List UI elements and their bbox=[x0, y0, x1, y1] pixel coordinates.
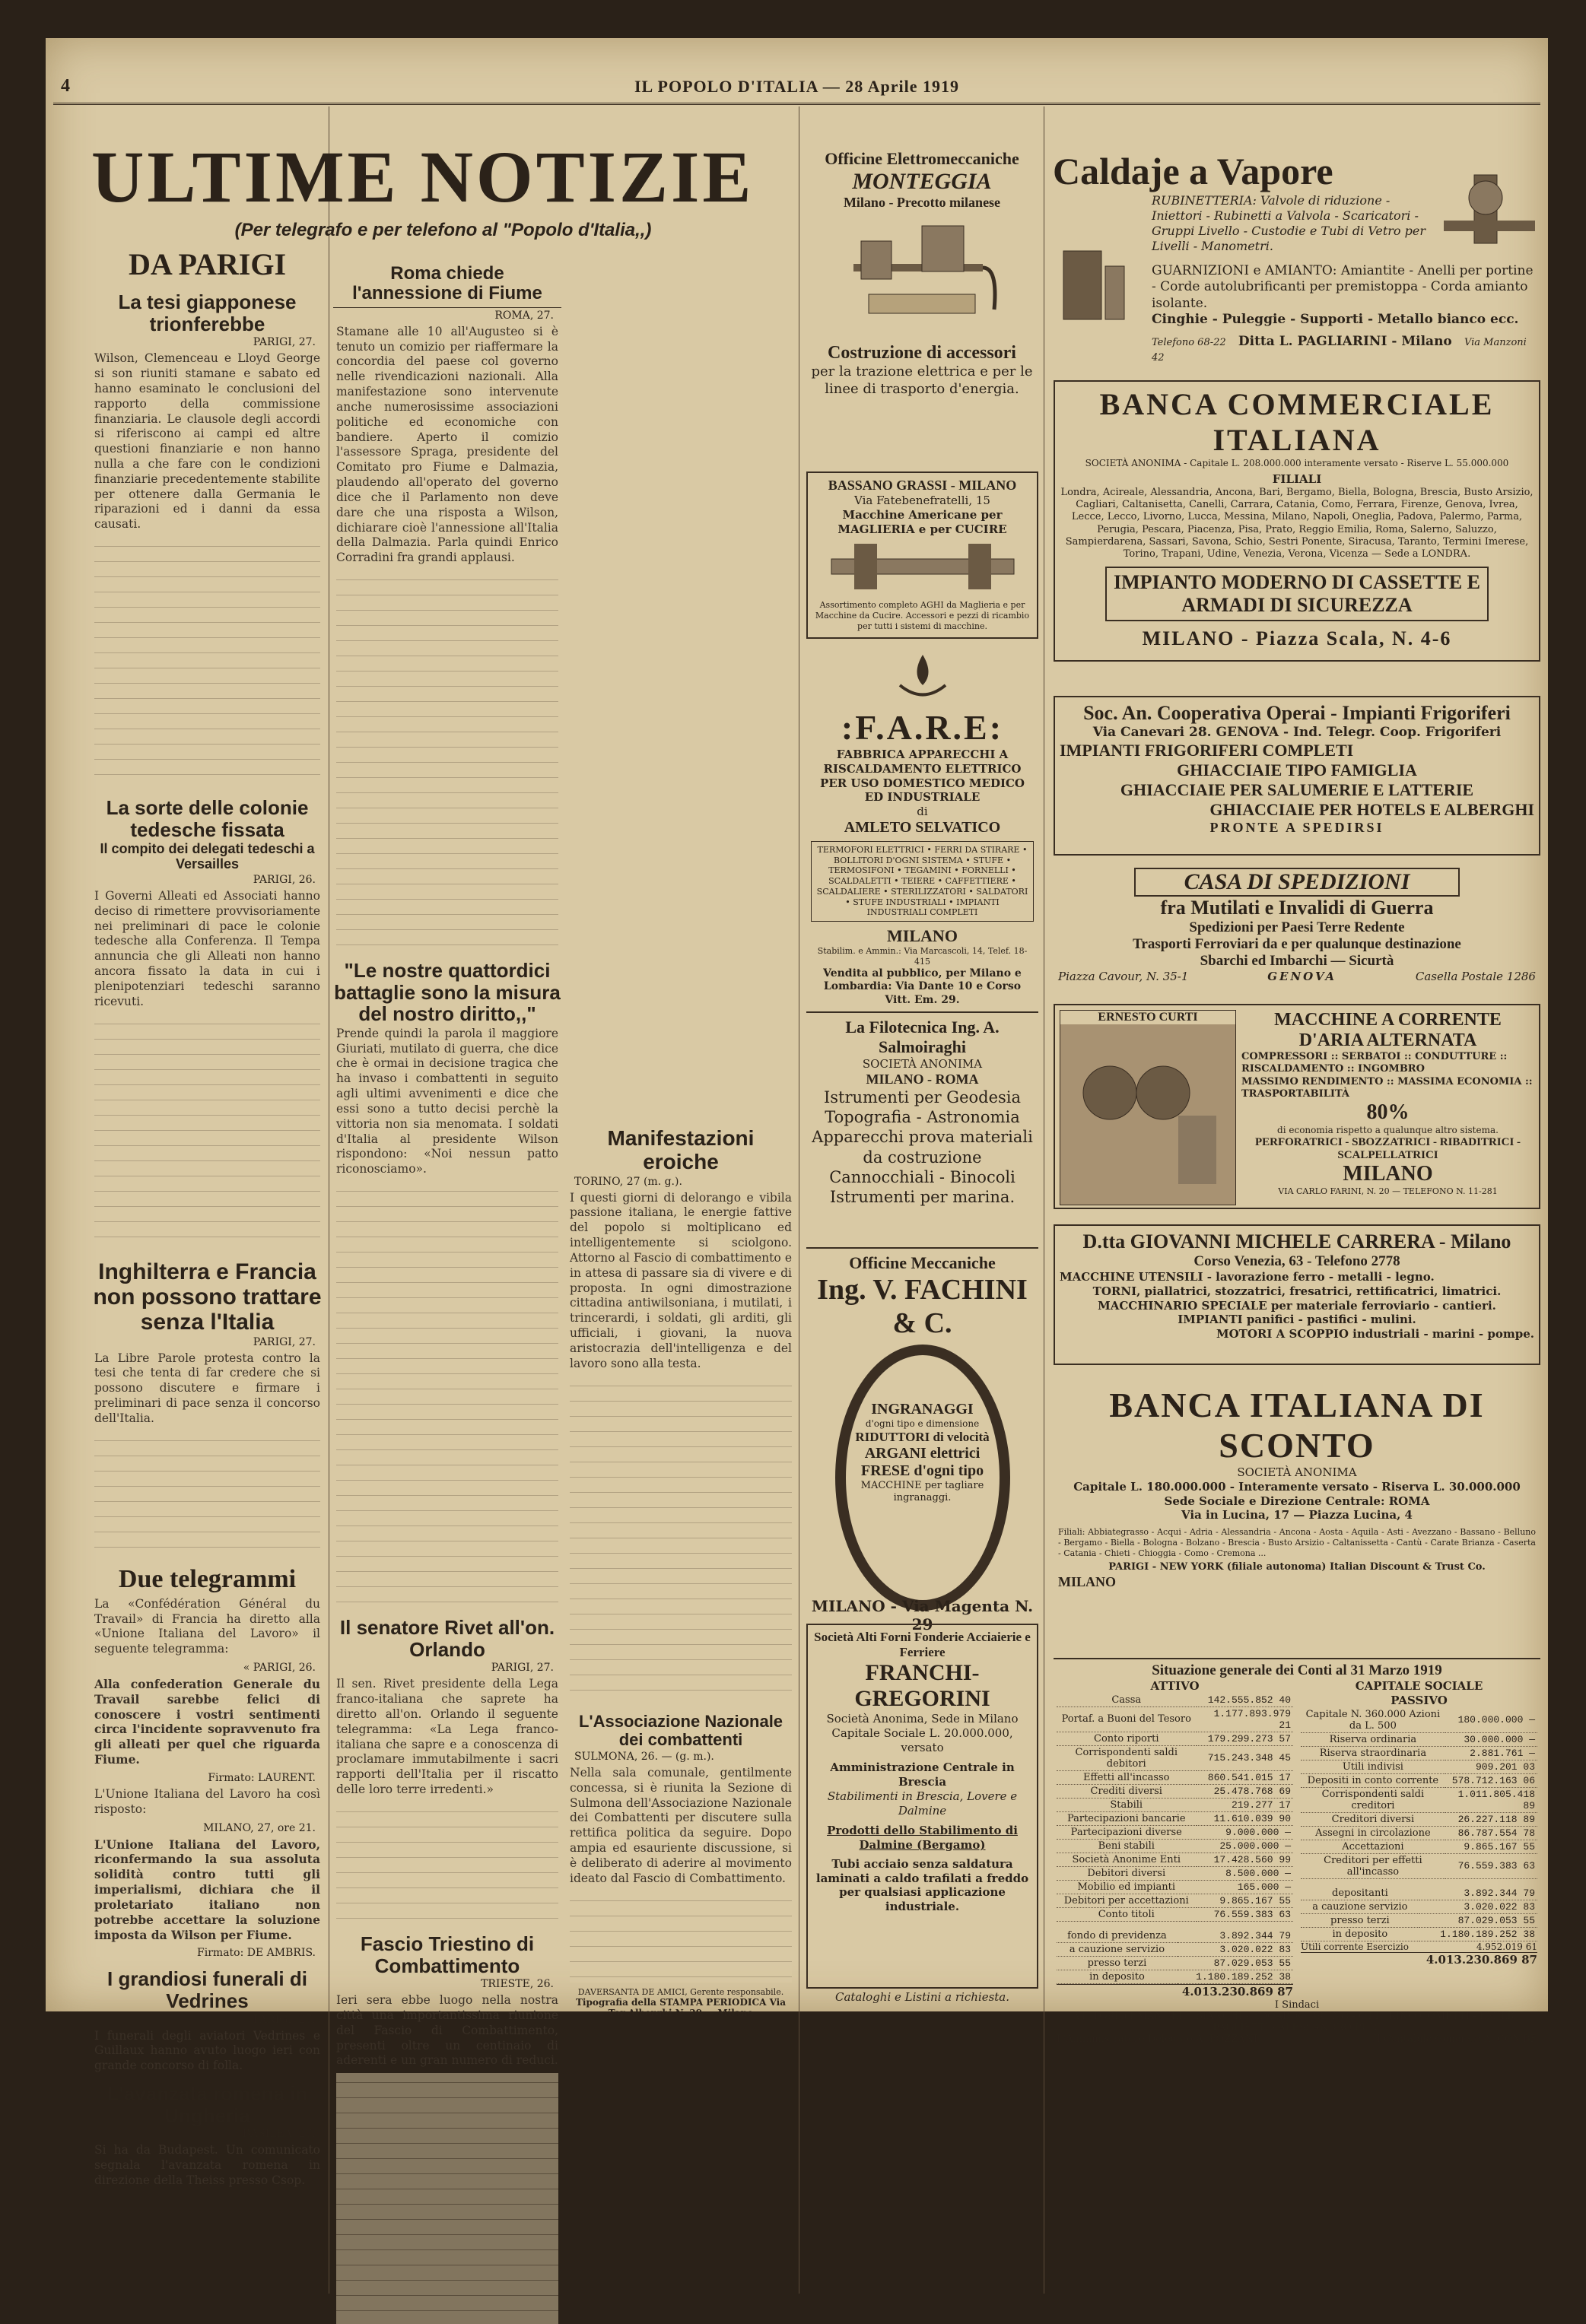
ad-address: Stabilim. e Ammin.: Via Marcascoli, 14, Telef. 18-415 bbox=[817, 946, 1028, 967]
row-value: 8.500.000 — bbox=[1197, 1866, 1293, 1880]
ad-banca-sconto bbox=[1054, 1380, 1540, 1684]
ad-city: MILANO bbox=[1058, 1573, 1116, 1589]
statement-row bbox=[1057, 1839, 1293, 1853]
ad-text: d'ogni tipo e dimensione bbox=[865, 1418, 980, 1429]
row-label: in deposito bbox=[1057, 1970, 1178, 1983]
ad-bank-name: BANCA ITALIANA DI SCONTO bbox=[1109, 1386, 1485, 1465]
ad-text: MACCHINARIO SPECIALE per materiale ferroviario - cantieri. bbox=[1098, 1298, 1496, 1313]
ad-heading: Società Alti Forni Fonderie Acciaierie e Ferriere bbox=[814, 1630, 1031, 1659]
ad-text: 80% bbox=[1366, 1100, 1410, 1124]
ad-company: Soc. An. Cooperativa Operai - Impianti Frigoriferi bbox=[1083, 702, 1511, 724]
ad-text: PARIGI - NEW YORK (filiale autonoma) Italian Discount & Trust Co. bbox=[1108, 1561, 1486, 1573]
ad-company: Ing. V. FACHINI & C. bbox=[817, 1274, 1028, 1339]
article-subtitle: Il compito dei delegati tedeschi a Versailles bbox=[100, 841, 315, 872]
row-label: Mobilio ed impianti bbox=[1057, 1880, 1197, 1894]
article-body: Ieri sera ebbe luogo nella nostra città una importantissima riunione del Fascio di Combattimento, presenti oltre un centinaio di aderenti e un gran numero di reduci. bbox=[336, 1993, 558, 2068]
statement-row bbox=[1057, 1929, 1293, 1943]
dateline: ROMA, 27. bbox=[494, 309, 554, 322]
row-label: Corrispondenti saldi creditori bbox=[1301, 1787, 1445, 1812]
ad-owner: AMLETO SELVATICO bbox=[844, 818, 1001, 836]
row-label: Effetti all'incasso bbox=[1057, 1770, 1197, 1784]
article-title: La tesi giapponese trionferebbe bbox=[118, 290, 297, 335]
article-title: I grandiosi funerali di Vedrines bbox=[107, 1967, 307, 2012]
column-3 bbox=[567, 1118, 795, 2018]
article-body: Il sen. Rivet presidente della Lega franco-italiana che saprete ha diretto all'on. Orlando il seguente telegramma: «La Lega franco-italiana che sapre e a conoscenza di proclamare immutabilmente i sacri rapporti dell'Italia per il riscatto delle loro terre irredenti.» bbox=[336, 1677, 558, 1797]
boiler-illustration bbox=[1048, 243, 1139, 327]
row-label: Conto titoli bbox=[1057, 1907, 1197, 1921]
statement-row bbox=[1301, 1900, 1537, 1913]
article-title: "Le nostre quattordici battaglie sono la misura del nostro diritto,," bbox=[334, 959, 561, 1026]
ad-text: Capitale Sociale L. 20.000.000, versato bbox=[831, 1726, 1013, 1754]
ad-text: MASSIMO RENDIMENTO :: MASSIMA ECONOMIA :: TRASPORTABILITÀ bbox=[1241, 1075, 1533, 1100]
article-title: Inghilterra e Francia non possono trattare senza l'Italia bbox=[93, 1259, 322, 1335]
statement-row bbox=[1301, 1927, 1537, 1941]
dateline: « PARIGI, 26. bbox=[243, 1661, 316, 1674]
row-label: Creditori diversi bbox=[1301, 1812, 1445, 1826]
row-label: Partecipazioni bancarie bbox=[1057, 1811, 1197, 1825]
ad-text: SOCIETÀ ANONIMA bbox=[862, 1057, 983, 1071]
row-value: 1.011.805.418 89 bbox=[1445, 1787, 1537, 1812]
ad-bank-name: BANCA COMMERCIALE ITALIANA bbox=[1099, 387, 1495, 457]
row-value: 9.000.000 — bbox=[1197, 1825, 1293, 1839]
ad-text: COMPRESSORI :: SERBATOI :: CONDUTTURE :: RISCALDAMENTO :: INGOMBRO bbox=[1241, 1051, 1508, 1075]
row-label: Cassa bbox=[1057, 1694, 1197, 1707]
row-label: a cauzione servizio bbox=[1301, 1900, 1419, 1913]
ad-text: per la trazione elettrica e per le linee di trasporto d'energia. bbox=[811, 364, 1033, 397]
ad-text: INGRANAGGI bbox=[871, 1401, 974, 1418]
row-label: presso terzi bbox=[1057, 1956, 1178, 1970]
row-label: Debitori per accettazioni bbox=[1057, 1894, 1197, 1907]
ad-company: Ditta L. PAGLIARINI - Milano bbox=[1238, 334, 1452, 349]
page-number: 4 bbox=[61, 76, 71, 96]
row-value: 578.712.163 06 bbox=[1445, 1773, 1537, 1787]
ad-address: MILANO - Piazza Scala, N. 4-6 bbox=[1142, 627, 1452, 650]
compressor-illustration bbox=[1060, 1010, 1236, 1205]
ad-text: Sbarchi ed Imbarchi — Sicurtà bbox=[1200, 953, 1394, 969]
article-body-filler bbox=[570, 1376, 792, 1703]
ad-text: Macchine Americane per MAGLIERIA e per CUCIRE bbox=[837, 507, 1007, 536]
ad-address: Corso Venezia, 63 - Telefono 2778 bbox=[1193, 1253, 1400, 1269]
article-title: Due telegrammi bbox=[118, 1564, 297, 1593]
ad-text: MOTORI A SCOPPIO industriali - marini - pompe. bbox=[1216, 1327, 1534, 1341]
ad-text: Cinghie - Puleggie - Supporti - Metallo bianco ecc. bbox=[1152, 311, 1519, 327]
article-body: Wilson, Clemenceau e Lloyd George si son riuniti stamane e sabato ed hanno esaminato le conclusioni del rapporto della commissione finanziaria. Le clausole degli accordi si riferiscono ai campi ed altre questioni finanziarie e non hanno nulla a che fare con le condizioni finanziarie precedentemente stabilite per ottenere dalla Germania le riparazioni ed i danni da essa causati. bbox=[94, 351, 320, 532]
statement-row bbox=[1301, 1826, 1537, 1840]
article-body: Si ha da Budapest. Un comunicato segnala l'avanzata romena in direzione della Theiss presso Csop. bbox=[94, 2143, 320, 2187]
dateline: TRIESTE, 26. bbox=[481, 1978, 554, 1991]
article-body: La Libre Parole protesta contro la tesi che tenta di far credere che si possono discutere e firmare i preliminari di pace senza il concorso dell'Italia. bbox=[94, 1351, 320, 1425]
signature: L'Amministratore Delegato A. POZZANI bbox=[1057, 2033, 1258, 2045]
row-label: Corrispondenti saldi debitori bbox=[1057, 1745, 1197, 1770]
ad-text: di bbox=[917, 805, 928, 818]
statement-row bbox=[1301, 1732, 1537, 1746]
ad-text: TORNI, piallatrici, stozzatrici, fresatrici, rettificatrici, limatrici. bbox=[1092, 1284, 1502, 1298]
ad-branches: Londra, Acireale, Alessandria, Ancona, Bari, Bergamo, Biella, Bologna, Brescia, Busto Arsizio, Cagliari, Caltanisetta, Canelli, Carrara, Catania, Como, Ferrara, Firenze, Genova, Ivrea, Lecce, Lecco, Livorno, Lucca, Messina, Milano, Napoli, Oneglia, Padova, Palermo, Parma, Perugia, Pescara, Piacenza, Pisa, Prato, Reggio Emilia, Roma, Salerno, Saluzzo, Sampierdarena, Sassari, Savona, Schio, Sestri Ponente, Siracusa, Taranto, Termini Imerese, Torino, Trapani, Udine, Venezia, Verona, Vicenza — Sede a LONDRA. bbox=[1060, 486, 1534, 560]
ad-company: La Filotecnica Ing. A. Salmoiraghi bbox=[845, 1018, 1000, 1056]
row-value: 142.555.852 40 bbox=[1197, 1694, 1293, 1707]
ad-address: Casella Postale 1286 bbox=[1415, 970, 1536, 983]
ad-text: Cataloghi e Listini a richiesta. bbox=[834, 1989, 1010, 2004]
statement-row bbox=[1057, 1798, 1293, 1811]
row-label: depositanti bbox=[1301, 1887, 1419, 1900]
ad-address: VIA CARLO FARINI, N. 20 — TELEFONO N. 11-281 bbox=[1278, 1186, 1498, 1196]
ad-address: Vendita al pubblico, per Milano e Lombardia: Via Dante 10 e Corso Vitt. Em. 29. bbox=[823, 967, 1022, 1006]
dateline: PARIGI, 27. bbox=[253, 2013, 316, 2026]
article-body-filler bbox=[336, 1802, 558, 1924]
headline-subtitle: (Per telegrafo e per telefono al "Popolo d'Italia,,) bbox=[234, 220, 652, 240]
ad-text: Tubi acciaio senza saldatura laminati a caldo trafilati a freddo per qualsiasi applicazione industriale. bbox=[815, 1856, 1029, 1913]
article-body: I funerali degli aviatori Vedrines e Guillaux hanno avuto luogo ieri con grande concorso di folla. bbox=[94, 2028, 320, 2073]
auditors-names: VITTORIO EMANUELE BIANCHI - EDOARDO BRUNO - OTTORINO COMETTI - EMILIO PAGLIETTI - ALESSANDRO PURI bbox=[1074, 2010, 1520, 2034]
row-label: Riserva ordinaria bbox=[1301, 1732, 1445, 1746]
valve-illustration bbox=[1444, 167, 1535, 251]
statement-row bbox=[1057, 1784, 1293, 1798]
ad-address: Via Manzoni 42 bbox=[1152, 337, 1527, 364]
row-value: 3.020.022 83 bbox=[1178, 1942, 1293, 1956]
article-body-filler bbox=[336, 2073, 558, 2324]
liabilities-table bbox=[1301, 1708, 1537, 1879]
statement-row bbox=[1057, 1956, 1293, 1970]
article-title: La sorte delle colonie tedesche fissata bbox=[106, 796, 309, 841]
statement-row bbox=[1057, 1894, 1293, 1907]
statement-row bbox=[1301, 1773, 1537, 1787]
row-label: presso terzi bbox=[1301, 1913, 1419, 1927]
article-title: L'avanzata romena in Ungheria bbox=[106, 2082, 308, 2127]
statement-row bbox=[1057, 1732, 1293, 1745]
section-title: DA PARIGI bbox=[128, 247, 287, 281]
ad-text: Istrumenti per marina. bbox=[829, 1188, 1015, 1206]
dateline: MILANO, 27, ore 21. bbox=[203, 1821, 316, 1834]
article-body: I Governi Alleati ed Associati hanno deciso di rimettere provvisoriamente nei preliminari di pace le colonie tedesche alla Conferenza. Il Tempa annuncia che gli Alleati non hanno ancora fissato la data in cui i plenipotenziari tedeschi saranno ricevuti. bbox=[94, 888, 320, 1008]
article-body: I questi giorni di delorango e vibila passione italiana, le energie fattive del popolo si moltiplicano ed intelligentemente si sciolgono. Attorno al Fascio di combattimento e in attesa di passare sia di vivere e di proposta. In ogni dimostrazione cittadina antiwilsoniana, i mutilati, i trincerardi, i soldati, gli arditi, gli ufficiali, i giovani, la nuova aristocrazia dell'intelligenza e del lavoro sono alla testa. bbox=[570, 1190, 792, 1370]
statement-row bbox=[1057, 1880, 1293, 1894]
article-title: Manifestazioni eroiche bbox=[607, 1126, 755, 1173]
row-label: Stabili bbox=[1057, 1798, 1197, 1811]
knitting-machine-illustration bbox=[824, 536, 1022, 597]
ad-text: di economia rispetto a qualunque altro sistema. bbox=[1277, 1125, 1499, 1135]
row-value: 165.000 — bbox=[1197, 1880, 1293, 1894]
ad-text: Apparecchi prova materiali da costruzione bbox=[812, 1128, 1033, 1167]
row-value: 86.787.554 78 bbox=[1445, 1826, 1537, 1840]
statement-row bbox=[1057, 1970, 1293, 1983]
row-value: 3.892.344 79 bbox=[1419, 1887, 1537, 1900]
ad-ernesto-curti bbox=[1054, 1004, 1540, 1209]
column-2 bbox=[333, 255, 561, 2068]
row-label: Accettazioni bbox=[1301, 1840, 1445, 1853]
ad-text: IMPIANTI panifici - pastifici - mulini. bbox=[1178, 1313, 1416, 1327]
row-label: Conto riporti bbox=[1057, 1732, 1197, 1745]
row-label: Riserva straordinaria bbox=[1301, 1746, 1445, 1760]
ad-city: MILANO bbox=[1343, 1162, 1433, 1186]
row-value: 25.478.768 69 bbox=[1197, 1784, 1293, 1798]
telegram-text: Alla confederation Generale du Travail sarebbe felici di conoscere i vostri sentimenti circa l'incidente sopravvenuto fra gli alleati per quel che riguarda Fiume. bbox=[94, 1676, 320, 1767]
ad-city: GENOVA bbox=[1267, 970, 1337, 983]
article-title: Fascio Triestino di Combattimento bbox=[360, 1932, 535, 1977]
ad-address: Piazza Cavour, N. 35-1 bbox=[1058, 970, 1189, 983]
profit-label: Utili corrente Esercizio bbox=[1301, 1941, 1409, 1952]
row-label: Società Anonime Enti bbox=[1057, 1853, 1197, 1866]
article-body: La «Confédération Général du Travail» di Francia ha diretto alla «Unione Italiana del Lavoro» il seguente telegramma: bbox=[94, 1596, 320, 1656]
ad-text: SOCIETÀ ANONIMA bbox=[1237, 1465, 1357, 1479]
row-label: a cauzione servizio bbox=[1057, 1942, 1178, 1956]
ad-text: SOCIETÀ ANONIMA - Capitale L. 208.000.000 interamente versato - Riserve L. 55.000.000 bbox=[1085, 458, 1509, 468]
statement-row bbox=[1057, 1770, 1293, 1784]
row-label: in deposito bbox=[1301, 1927, 1419, 1941]
ad-text: Capitale L. 180.000.000 - Interamente versato - Riserva L. 30.000.000 bbox=[1073, 1479, 1521, 1494]
ad-heading: Officine Elettromeccaniche bbox=[825, 149, 1019, 168]
statement-row bbox=[1057, 1706, 1293, 1732]
ad-bassano-grassi bbox=[806, 471, 1038, 639]
ad-heading: Costruzione di accessori bbox=[828, 343, 1016, 363]
row-label: fondo di previdenza bbox=[1057, 1929, 1178, 1943]
statement-row bbox=[1057, 1942, 1293, 1956]
row-value: 3.020.022 83 bbox=[1419, 1900, 1537, 1913]
statement-row bbox=[1301, 1760, 1537, 1773]
dateline: PARIGI, 27. bbox=[491, 1662, 554, 1675]
ad-text: Stabilimenti in Brescia, Lovere e Dalmine bbox=[827, 1789, 1018, 1818]
row-value: 2.881.761 — bbox=[1445, 1746, 1537, 1760]
ad-text: fra Mutilati e Invalidi di Guerra bbox=[1160, 897, 1434, 919]
article-body: Prende quindi la parola il maggiore Giuriati, mutilato di guerra, che dice che è ormai in decisione tragica che ha invaso i combattenti in seguito agli ultimi avvenimenti e dice che essi sono a tutto decisi perchè la vittoria non sia menomata. I soldati d'Italia al presidente Wilson rispondono: «Noi nessun patto riconosciamo». bbox=[336, 1026, 558, 1176]
ad-text: ARGANI elettrici bbox=[864, 1445, 981, 1462]
ad-text: Prodotti dello Stabilimento di Dalmine (Bergamo) bbox=[827, 1824, 1018, 1852]
assets-table bbox=[1057, 1694, 1293, 1922]
ad-text: Amministrazione Centrale in Brescia bbox=[830, 1760, 1015, 1789]
ad-address: Via in Lucina, 17 — Piazza Lucina, 4 bbox=[1181, 1508, 1413, 1522]
statement-heading: CAPITALE SOCIALE bbox=[1355, 1679, 1483, 1693]
newspaper-title: IL POPOLO D'ITALIA — 28 Aprile 1919 bbox=[634, 77, 959, 96]
article-title: Roma chiede l'annessione di Fiume bbox=[333, 264, 561, 308]
row-value: 1.180.189.252 38 bbox=[1419, 1927, 1537, 1941]
ad-text: GHIACCIAIE TIPO FAMIGLIA bbox=[1177, 760, 1417, 780]
ad-franchi-gregorini bbox=[806, 1624, 1038, 2004]
ad-city: MILANO bbox=[887, 926, 958, 945]
row-label: Debitori diversi bbox=[1057, 1866, 1197, 1880]
statement-row bbox=[1301, 1746, 1537, 1760]
row-value: 30.000.000 — bbox=[1445, 1732, 1537, 1746]
ad-text: FILIALI bbox=[1272, 472, 1322, 486]
ad-address: Milano - Precotto milanese bbox=[843, 195, 1001, 210]
masthead bbox=[53, 72, 1540, 105]
ad-address: Via Fatebenefratelli, 15 bbox=[854, 494, 990, 507]
ad-text: Società Anonima, Sede in Milano bbox=[826, 1712, 1019, 1726]
ad-text: Assortimento completo AGHI da Maglieria e per Macchine da Cucire. Accessori e pezzi di ricambio per tutti i sistemi di macchine. bbox=[815, 600, 1030, 631]
row-value: 76.559.383 63 bbox=[1197, 1907, 1293, 1921]
row-value: 17.428.560 99 bbox=[1197, 1853, 1293, 1866]
statement-row bbox=[1057, 1866, 1293, 1880]
printer-credit: DAVERSANTA DE AMICI, Gerente responsabile. bbox=[577, 1986, 784, 1997]
article-title: L'Associazione Nazionale dei combattenti bbox=[578, 1711, 783, 1749]
row-value: 860.541.015 17 bbox=[1197, 1770, 1293, 1784]
balance-statement bbox=[1054, 1658, 1540, 2045]
ad-address: MILANO - Via Magenta N. 29 bbox=[811, 1597, 1034, 1633]
ad-company: ERNESTO CURTI bbox=[1060, 1011, 1235, 1024]
row-value: 76.559.383 63 bbox=[1445, 1853, 1537, 1878]
row-value: 87.029.053 55 bbox=[1419, 1913, 1537, 1927]
row-value: 87.029.053 55 bbox=[1178, 1956, 1293, 1970]
signature: Il Contabile Generale A. COMBE bbox=[1373, 2033, 1537, 2045]
row-value: 909.201 03 bbox=[1445, 1760, 1537, 1773]
row-label: Crediti diversi bbox=[1057, 1784, 1197, 1798]
ad-text: Sede Sociale e Direzione Centrale: ROMA bbox=[1164, 1494, 1430, 1508]
assets-total: 4.013.230.869 87 bbox=[1057, 1984, 1293, 1999]
ad-carrera bbox=[1054, 1224, 1540, 1365]
ad-company: CASA DI SPEDIZIONI bbox=[1134, 868, 1460, 897]
row-value: 715.243.348 45 bbox=[1197, 1745, 1293, 1770]
ad-banca-commerciale bbox=[1054, 380, 1540, 662]
article-body-filler bbox=[94, 1014, 320, 1250]
ad-caldaje bbox=[1048, 144, 1543, 365]
article-body-filler bbox=[336, 1182, 558, 1608]
row-label: Beni stabili bbox=[1057, 1839, 1197, 1853]
row-value: 26.227.118 89 bbox=[1445, 1812, 1537, 1826]
row-label: Creditori per effetti all'incasso bbox=[1301, 1853, 1445, 1878]
liabilities-total: 4.013.230.869 87 bbox=[1301, 1952, 1537, 1967]
row-value: 3.892.344 79 bbox=[1178, 1929, 1293, 1943]
ad-text: MACCHINE per tagliare ingranaggi. bbox=[860, 1480, 984, 1504]
statement-row bbox=[1301, 1853, 1537, 1878]
article-body-filler bbox=[336, 570, 558, 951]
ad-text: PRONTE A SPEDIRSI bbox=[1209, 820, 1384, 836]
ad-text: GHIACCIAIE PER SALUMERIE E LATTERIE bbox=[1120, 780, 1474, 800]
statement-row bbox=[1301, 1840, 1537, 1853]
ad-text: RUBINETTERIA: Valvole di riduzione - Iniettori - Rubinetti a Valvola - Scaricatori - Gruppi Livello - Custodie e Tubi di Vetro per Livelli - Manometri. bbox=[1152, 193, 1425, 253]
row-value: 1.180.189.252 38 bbox=[1178, 1970, 1293, 1983]
statement-row bbox=[1057, 1825, 1293, 1839]
dateline: TORINO, 27 (m. g.). bbox=[574, 1175, 682, 1188]
printer-credit: Tipografia della STAMPA PERIODICA Via Tor Alberghi N. 29 — Milano bbox=[575, 1996, 787, 2018]
ad-fachini bbox=[806, 1247, 1038, 1612]
dateline: BASILEA, 27. bbox=[242, 2128, 316, 2141]
ad-city: MILANO - ROMA bbox=[866, 1071, 979, 1087]
row-label: Assegni in circolazione bbox=[1301, 1826, 1445, 1840]
ad-company: D.tta GIOVANNI MICHELE CARRERA - Milano bbox=[1082, 1230, 1511, 1252]
article-body-filler bbox=[570, 1891, 792, 1983]
ad-text: Cannocchiali - Binocoli bbox=[829, 1167, 1015, 1186]
ad-heading: MACCHINE A CORRENTE D'ARIA ALTERNATA bbox=[1274, 1010, 1502, 1050]
ad-fare bbox=[806, 646, 1038, 1042]
signature: Firmato: DE AMBRIS. bbox=[197, 1947, 316, 1960]
ad-text: GUARNIZIONI e AMIANTO: Amiantite - Anelli per portine - Corde autolubrificanti per premistoppa - Corda amianto isolante. bbox=[1152, 263, 1534, 311]
headline: ULTIME NOTIZIE bbox=[91, 136, 755, 217]
row-label: Capitale N. 360.000 Azioni da L. 500 bbox=[1301, 1708, 1445, 1733]
statement-row bbox=[1301, 1913, 1537, 1927]
ad-text: IMPIANTO MODERNO DI CASSETTE E ARMADI DI SICUREZZA bbox=[1105, 567, 1489, 621]
auditors-label: I Sindaci bbox=[1274, 1999, 1320, 2011]
statement-row bbox=[1301, 1887, 1537, 1900]
liabilities-table-2 bbox=[1301, 1887, 1537, 1941]
row-value: 25.000.000 — bbox=[1197, 1839, 1293, 1853]
row-label: Depositi in conto corrente bbox=[1301, 1773, 1445, 1787]
article-body: Stamane alle 10 all'Augusteo si è tenuto un comizio per riaffermare la concordia del paese col governo nelle rivendicazioni nazionali. Alla manifestazione sono intervenute anche numerosissime associazioni politiche ed economiche con bandiere. Aperto il comizio l'assessore Spraga, presidente del Comitato pro Fiume e Dalmazia, plaudendo all'operato del governo dice che il Parlamento non deve dare che una risposta a Wilson, dichiarare cioè l'annessione all'Italia della Dalmazia. Parla quindi Enrico Corradini fra grandi applausi. bbox=[336, 324, 558, 565]
flame-emblem-icon bbox=[892, 651, 953, 704]
ad-company: MONTEGGIA bbox=[852, 169, 992, 194]
dateline: PARIGI, 27. bbox=[253, 1335, 316, 1348]
ad-text: RIDUTTORI di velocità bbox=[855, 1430, 990, 1444]
ad-text: Istrumenti per Geodesia bbox=[823, 1087, 1022, 1106]
ad-text: PERFORATRICI - SBOZZATRICI - RIBADITRICI - SCALPELLATRICI bbox=[1254, 1136, 1521, 1161]
signature: Firmato: LAURENT. bbox=[208, 1771, 316, 1784]
ad-text: Topografia - Astronomia bbox=[825, 1108, 1020, 1126]
ad-address: Via Canevari 28. GENOVA - Ind. Telegr. Coop. Frigoriferi bbox=[1092, 725, 1502, 740]
ad-text: FABBRICA APPARECCHI A RISCALDAMENTO ELETTRICO PER USO DOMESTICO MEDICO ED INDUSTRIALE bbox=[819, 748, 1025, 805]
row-label: Portaf. a Buoni del Tesoro bbox=[1057, 1706, 1197, 1732]
row-value: 219.277 17 bbox=[1197, 1798, 1293, 1811]
ad-branches: Filiali: Abbiategrasso - Acqui - Adria - Alessandria - Ancona - Aosta - Aquila - Asti - Avezzano - Bassano - Belluno - Bergamo - Biella - Bologna - Bolzano - Brescia - Busto Arsizio - Caltanissetta - Cantù - Carate Brianza - Caserta - Catania - Chieti - Chioggia - Como - Cremona ... bbox=[1058, 1527, 1536, 1558]
statement-heading: PASSIVO bbox=[1391, 1693, 1448, 1707]
dateline: PARIGI, 27. bbox=[253, 336, 316, 349]
statement-row bbox=[1057, 1694, 1293, 1707]
ad-text: MACCHINE UTENSILI - lavorazione ferro - metalli - legno. bbox=[1060, 1270, 1435, 1284]
ad-phone: Telefono 68-22 bbox=[1152, 337, 1226, 348]
ad-casa-spedizioni bbox=[1054, 863, 1540, 992]
row-label: Utili indivisi bbox=[1301, 1760, 1445, 1773]
electric-insulator-illustration bbox=[838, 211, 1006, 340]
profit-value: 4.952.019 61 bbox=[1476, 1941, 1537, 1952]
ad-text: FRESE d'ogni tipo bbox=[860, 1462, 984, 1479]
row-value: 1.177.893.979 21 bbox=[1197, 1706, 1293, 1732]
ad-company: :F.A.R.E: bbox=[841, 708, 1004, 747]
article-body-filler bbox=[94, 1431, 320, 1560]
statement-row bbox=[1057, 1745, 1293, 1770]
row-value: 180.000.000 — bbox=[1445, 1708, 1537, 1733]
statement-row bbox=[1057, 1907, 1293, 1921]
row-value: 11.610.039 90 bbox=[1197, 1811, 1293, 1825]
telegram-text: L'Unione Italiana del Lavoro, riconfermando la sua assoluta solidità contro tutti gli imperialismi, dichiara che il proletariato italiano non potrebbe accettare la soluzione imposta da Wilson per Fiume. bbox=[94, 1837, 320, 1942]
row-value: 9.865.167 55 bbox=[1197, 1894, 1293, 1907]
statement-row bbox=[1301, 1708, 1537, 1733]
ad-salmoiraghi bbox=[806, 1011, 1038, 1240]
ad-company: FRANCHI-GREGORINI bbox=[854, 1660, 990, 1711]
article-body: L'Unione Italiana del Lavoro ha così risposto: bbox=[94, 1786, 320, 1816]
dateline: PARIGI, 26. bbox=[253, 873, 316, 886]
statement-row bbox=[1301, 1787, 1537, 1812]
column-1 bbox=[91, 243, 323, 2187]
row-label: Partecipazioni diverse bbox=[1057, 1825, 1197, 1839]
ad-product-list: TERMOFORI ELETTRICI • FERRI DA STIRARE • BOLLITORI D'OGNI SISTEMA • STUFE • TERMOSIFONI • TEGAMINI • FORNELLI • SCALDALETTI • TEIERE • CAFFETTIERE • SCALDALIERE • STERILIZZATORI • SALDATORI • STUFE INDUSTRIALI • IMPIANTI INDUSTRIALI COMPLETI bbox=[811, 841, 1034, 922]
statement-row bbox=[1057, 1811, 1293, 1825]
ad-text: Spedizioni per Paesi Terre Redente bbox=[1189, 919, 1405, 935]
ad-company: BASSANO GRASSI - MILANO bbox=[828, 478, 1017, 493]
row-value: 9.865.167 55 bbox=[1445, 1840, 1537, 1853]
statement-heading: ATTIVO bbox=[1150, 1679, 1200, 1693]
article-body: Nella sala comunale, gentilmente concessa, si è riunita la Sezione di Sulmona dell'Associazione Nazionale dei Combattenti per discutere sulla rettifica politica da seguire. Dopo ampia ed esauriente discussione, si è deliberato di aderire al movimento ideato dal Fascio di Combattimento. bbox=[570, 1765, 792, 1885]
assets-table-2 bbox=[1057, 1929, 1293, 1984]
headline-block bbox=[91, 136, 795, 247]
statement-row bbox=[1301, 1812, 1537, 1826]
machine-illustration bbox=[1064, 1024, 1232, 1192]
ad-monteggia bbox=[803, 144, 1041, 464]
statement-title: Situazione generale dei Conti al 31 Marzo 1919 bbox=[1152, 1662, 1442, 1678]
dateline: SULMONA, 26. — (g. m.). bbox=[574, 1750, 714, 1763]
statement-row bbox=[1057, 1853, 1293, 1866]
ad-text: IMPIANTI FRIGORIFERI COMPLETI bbox=[1060, 741, 1354, 760]
article-body-filler bbox=[94, 537, 320, 788]
oval-frame bbox=[835, 1345, 1010, 1611]
article-title: Il senatore Rivet all'on. Orlando bbox=[339, 1616, 555, 1661]
ad-text: Trasporti Ferroviari da e per qualunque destinazione bbox=[1133, 936, 1461, 952]
ad-text: GHIACCIAIE PER HOTELS E ALBERGHI bbox=[1209, 800, 1534, 820]
ad-heading: Caldaje a Vapore bbox=[1053, 150, 1333, 192]
row-value: 179.299.273 57 bbox=[1197, 1732, 1293, 1745]
ad-cooperativa-frigoriferi bbox=[1054, 696, 1540, 856]
ad-heading: Officine Meccaniche bbox=[849, 1253, 996, 1272]
